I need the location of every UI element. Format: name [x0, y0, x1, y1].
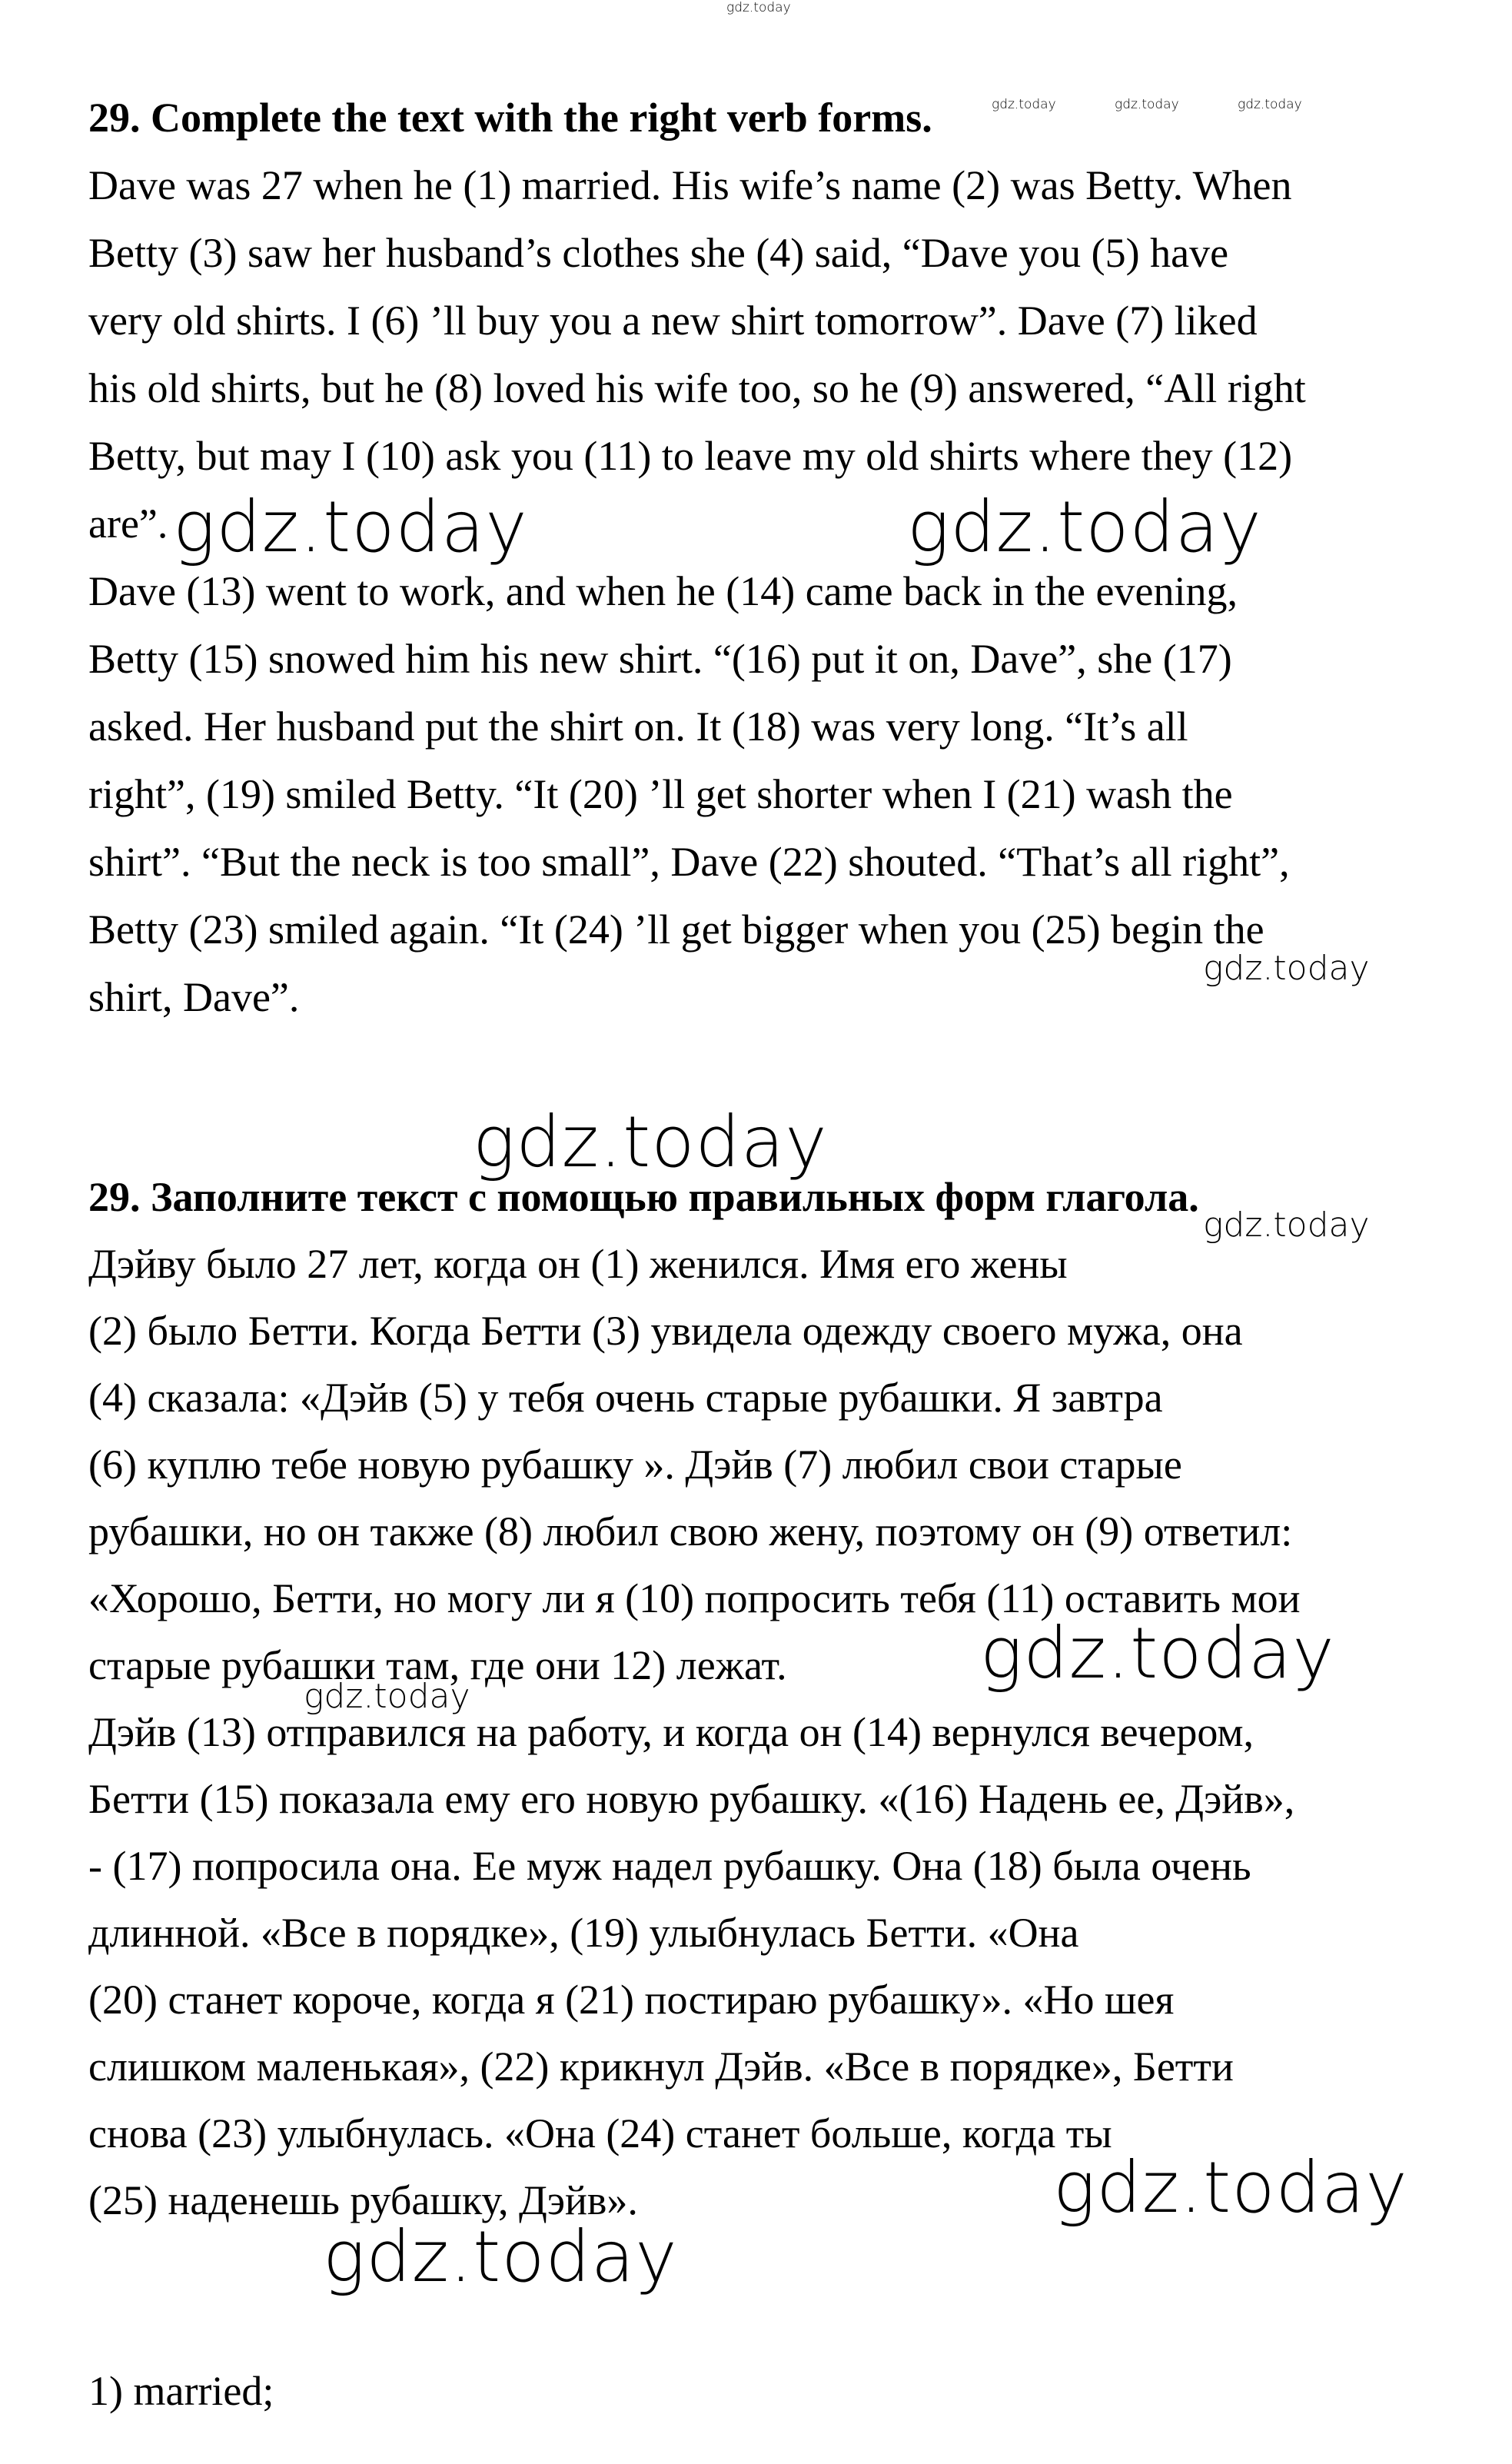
english-line: shirt, Dave”.: [88, 974, 300, 1020]
watermark-top: gdz.today: [726, 0, 791, 15]
watermark-medium-2: gdz.today: [1203, 1205, 1370, 1245]
watermark-large-2: gdz.today: [907, 486, 1262, 568]
english-line: Dave was 27 when he (1) married. His wife’s name (2) was Betty. When: [88, 162, 1292, 208]
watermark-heading-1: gdz.today: [992, 97, 1056, 112]
watermark-large-3: gdz.today: [473, 1101, 828, 1183]
watermark-large-4: gdz.today: [980, 1612, 1335, 1694]
russian-line: «Хорошо, Бетти, но могу ли я (10) попросить тебя (11) оставить мои: [88, 1575, 1301, 1621]
russian-line: Дэйв (13) отправился на работу, и когда он (14) вернулся вечером,: [88, 1709, 1254, 1755]
english-line: right”, (19) smiled Betty. “It (20) ’ll get shorter when I (21) wash the: [88, 771, 1233, 817]
russian-line: (20) станет короче, когда я (21) постираю рубашку». «Но шея: [88, 1977, 1175, 2023]
english-line: asked. Her husband put the shirt on. It (18) was very long. “It’s all: [88, 703, 1188, 750]
answer-line: 1) married;: [88, 2368, 274, 2414]
russian-line: слишком маленькая», (22) крикнул Дэйв. «Все в порядке», Бетти: [88, 2043, 1234, 2090]
english-line: shirt”. “But the neck is too small”, Dave (22) shouted. “That’s all right”,: [88, 839, 1290, 885]
watermark-heading-2: gdz.today: [1115, 97, 1179, 112]
watermark-large-6: gdz.today: [323, 2216, 678, 2298]
english-heading: 29. Complete the text with the right verb forms.: [88, 95, 932, 141]
russian-line: (25) наденешь рубашку, Дэйв».: [88, 2177, 638, 2223]
russian-line: Бетти (15) показала ему его новую рубашку. «(16) Надень ее, Дэйв»,: [88, 1776, 1295, 1822]
russian-line: рубашки, но он также (8) любил свою жену, поэтому он (9) ответил:: [88, 1508, 1293, 1555]
english-line: Betty, but may I (10) ask you (11) to leave my old shirts where they (12): [88, 433, 1293, 479]
russian-line: - (17) попросила она. Ее муж надел рубашку. Она (18) была очень: [88, 1843, 1251, 1889]
watermark-large-5: gdz.today: [1053, 2146, 1408, 2229]
russian-heading: 29. Заполните текст с помощью правильных форм глагола.: [88, 1174, 1199, 1220]
russian-line: снова (23) улыбнулась. «Она (24) станет больше, когда ты: [88, 2110, 1112, 2156]
watermark-large-1: gdz.today: [173, 486, 528, 568]
watermark-medium-1: gdz.today: [1203, 949, 1370, 988]
english-line: Betty (23) smiled again. “It (24) ’ll get bigger when you (25) begin the: [88, 906, 1264, 953]
russian-line: старые рубашки там, где они 12) лежат.: [88, 1642, 787, 1688]
watermark-medium-3: gdz.today: [304, 1677, 470, 1716]
english-line: his old shirts, but he (8) loved his wife too, so he (9) answered, “All right: [88, 365, 1306, 411]
english-line: very old shirts. I (6) ’ll buy you a new shirt tomorrow”. Dave (7) liked: [88, 298, 1258, 344]
russian-line: (6) куплю тебе новую рубашку ». Дэйв (7) любил свои старые: [88, 1441, 1182, 1488]
russian-line: (4) сказала: «Дэйв (5) у тебя очень старые рубашки. Я завтра: [88, 1375, 1163, 1421]
russian-line: длинной. «Все в порядке», (19) улыбнулась Бетти. «Она: [88, 1910, 1079, 1956]
english-line: Betty (15) snowed him his new shirt. “(16) put it on, Dave”, she (17): [88, 636, 1232, 682]
russian-line: Дэйву было 27 лет, когда он (1) женился. Имя его жены: [88, 1241, 1068, 1287]
watermark-heading-3: gdz.today: [1238, 97, 1302, 112]
english-line: are”.: [88, 500, 168, 547]
english-line: Betty (3) saw her husband’s clothes she (4) said, “Dave you (5) have: [88, 230, 1229, 276]
russian-line: (2) было Бетти. Когда Бетти (3) увидела одежду своего мужа, она: [88, 1308, 1243, 1354]
english-line: Dave (13) went to work, and when he (14) came back in the evening,: [88, 568, 1238, 614]
